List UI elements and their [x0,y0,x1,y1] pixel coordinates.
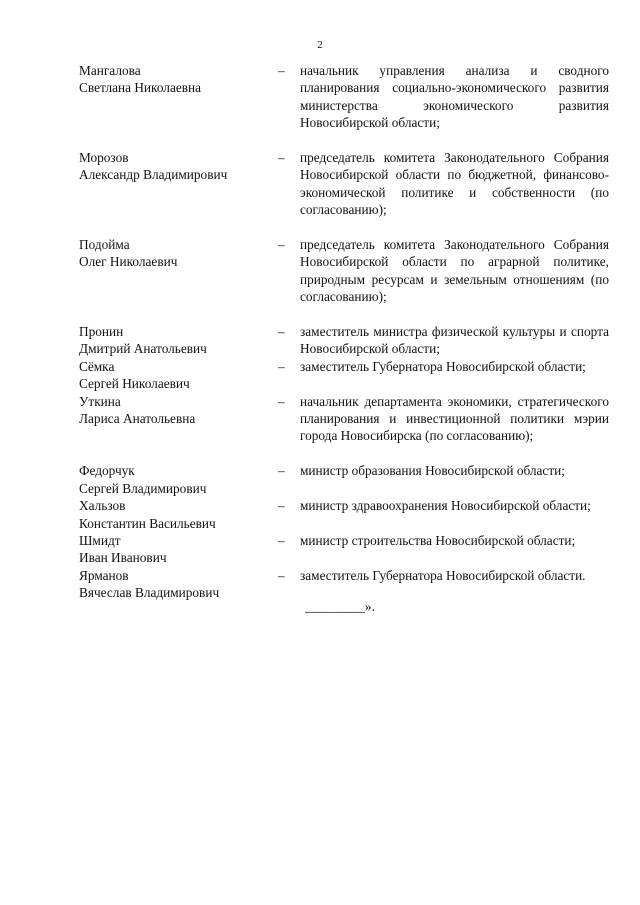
member-surname: Мангалова [79,63,141,78]
closing-line: _________». [305,599,375,614]
separator-dash: – [278,358,285,374]
member-given-names: Вячеслав Владимирович [79,585,220,601]
separator-dash: – [278,63,285,78]
member-position: министр здравоохранения Новосибирской области; [300,498,591,514]
member-given-names: Светлана Николаевна [79,80,202,96]
separator-dash: – [278,567,285,583]
separator-dash: – [278,393,285,409]
separator-dash: – [278,324,285,340]
member-given-names: Сергей Николаевич [79,376,190,392]
list-item [79,393,609,445]
member-surname: Хальзов [79,498,126,514]
member-given-names: Лариса Анатольевна [79,411,196,427]
member-position: заместитель Губернатора Новосибирской области. [300,567,586,583]
member-given-names: Дмитрий Анатольевич [79,341,207,357]
separator-dash: – [278,463,285,479]
member-list [79,62,609,602]
member-position: министр строительства Новосибирской области; [300,532,576,548]
member-surname: Морозов [79,150,129,166]
member-name [79,462,274,497]
separator-dash: – [278,237,285,253]
list-item [79,62,609,132]
member-surname: Подойма [79,237,130,253]
list-item [79,532,609,567]
member-given-names: Александр Владимирович [79,167,228,183]
member-given-names: Сергей Владимирович [79,480,207,496]
list-item [79,149,609,219]
member-given-names: Иван Иванович [79,550,167,566]
member-position: председатель комитета Законодательного Собрания Новосибирской области по аграрной политике, природным ресурсам и земельным отношениям (по согласованию); [300,237,609,305]
list-item [79,497,609,532]
member-name [79,532,274,567]
member-name [79,497,274,532]
page-number: 2 [317,39,323,51]
member-position: заместитель Губернатора Новосибирской области; [300,358,586,374]
member-surname: Ярманов [79,567,129,583]
list-item [79,462,609,497]
member-position: министр образования Новосибирской области; [300,463,565,479]
member-name [79,358,274,393]
member-surname: Сёмка [79,358,115,374]
member-position: начальник управления анализа и сводного планирования социально-экономического развития министерства экономического развития Новосибирской области; [300,63,609,131]
member-position: председатель комитета Законодательного Собрания Новосибирской области по бюджетной, финансово-экономической политике и собственности (по согласованию); [300,150,609,218]
list-item [79,567,609,602]
member-name [79,393,274,445]
member-surname: Уткина [79,393,121,409]
member-name [79,323,274,358]
list-item [79,358,609,393]
member-name [79,62,274,132]
member-name [79,149,274,219]
separator-dash: – [278,150,285,166]
member-position: начальник департамента экономики, стратегического планирования и инвестиционной политики мэрии города Новосибирска (по согласованию); [300,393,609,444]
list-item [79,323,609,358]
member-given-names: Олег Николаевич [79,254,178,270]
member-surname: Пронин [79,324,124,340]
member-position: заместитель министра физической культуры и спорта Новосибирской области; [300,324,609,357]
member-given-names: Константин Васильевич [79,515,216,531]
member-surname: Федорчук [79,463,135,479]
separator-dash: – [278,498,285,514]
member-surname: Шмидт [79,532,121,548]
list-item [79,236,609,306]
member-name [79,567,274,602]
separator-dash: – [278,532,285,548]
member-name [79,236,274,306]
